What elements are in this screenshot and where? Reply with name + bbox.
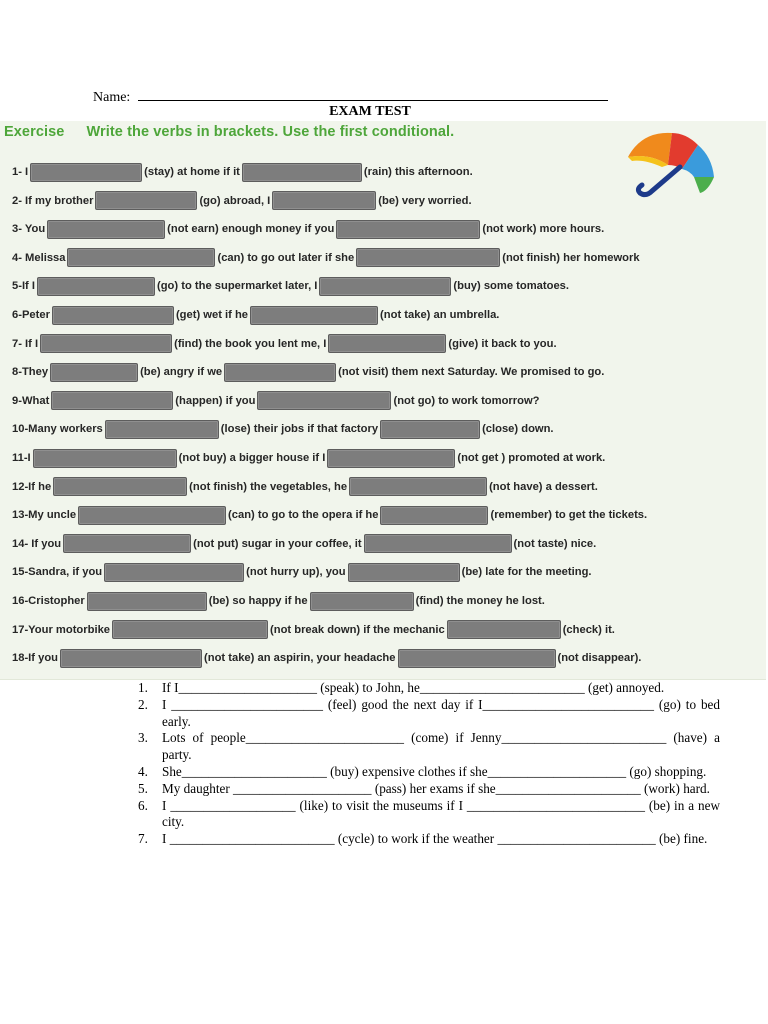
exercise-item-text: (buy) some tomatoes. — [453, 280, 570, 293]
answer-box[interactable] — [33, 449, 177, 468]
exercise-item-text: (rain) this afternoon. — [363, 166, 473, 179]
exercise-item-text: (find) the money he lost. — [415, 595, 545, 608]
exercise-item-text: 4- Melissa — [12, 251, 66, 264]
answer-box[interactable] — [78, 506, 226, 525]
answer-box[interactable] — [310, 592, 414, 611]
exercise-item-text: 13-My uncle — [12, 509, 77, 522]
answer-box[interactable] — [348, 563, 460, 582]
answer-box[interactable] — [380, 506, 488, 525]
list-item — [138, 780, 720, 798]
exercise-item-text: 7- If I — [12, 337, 39, 350]
exercise-item-text: (give) it back to you. — [448, 337, 557, 350]
exercise-item-text: 1- I — [12, 166, 29, 179]
answer-box[interactable] — [30, 163, 142, 182]
answer-box[interactable] — [63, 534, 191, 553]
answer-box[interactable] — [60, 649, 202, 668]
name-blank-line[interactable] — [138, 88, 608, 101]
exercise-item — [12, 561, 592, 583]
answer-box[interactable] — [37, 277, 155, 296]
exercise-item-text: (not have) a dessert. — [489, 480, 598, 493]
exercise-item-text: (not disappear). — [557, 652, 642, 665]
answer-box[interactable] — [224, 363, 336, 382]
answer-box[interactable] — [398, 649, 556, 668]
answer-box[interactable] — [272, 191, 376, 210]
list-item-number: 6. — [138, 797, 148, 813]
exercise-item — [12, 247, 640, 269]
exercise-item-text: 6-Peter — [12, 309, 50, 322]
list-item-number: 7. — [138, 831, 148, 847]
exercise-item-text: (not put) sugar in your coffee, it — [193, 537, 362, 550]
answer-box[interactable] — [356, 248, 500, 267]
exercise-item-text: (not visit) them next Saturday. We promised to go. — [338, 366, 605, 379]
exercise-item-text: (not buy) a bigger house if I — [178, 452, 326, 465]
list-item-text: I ___________________ (like) to visit the museums if I ___________________________ (be) in a new city. — [162, 797, 720, 830]
list-item-text: I _______________________ (feel) good the next day if I__________________________ (go) to bed early. — [162, 696, 720, 729]
exercise-item-text: (be) angry if we — [140, 366, 223, 379]
answer-box[interactable] — [250, 306, 378, 325]
exercise-item — [12, 361, 604, 383]
exercise-item — [12, 190, 472, 212]
list-item-text: She______________________ (buy) expensive clothes if she_____________________ (go) shopping. — [162, 763, 707, 779]
answer-box[interactable] — [349, 477, 487, 496]
exercise-item-text: 16-Cristopher — [12, 595, 85, 608]
exercise-item-text: 2- If my brother — [12, 194, 94, 207]
answer-box[interactable] — [87, 592, 207, 611]
umbrella-icon — [622, 127, 722, 203]
exercise-item-text: 18-If you — [12, 652, 59, 665]
list-item-text: My daughter _____________________ (pass) her exams if she______________________ (work) hard. — [162, 780, 710, 796]
answer-box[interactable] — [51, 391, 173, 410]
exercise-item-text: (not go) to work tomorrow? — [393, 394, 540, 407]
exercise-item — [12, 504, 647, 526]
name-label: Name: — [93, 90, 134, 105]
exercise-item-text: (be) so happy if he — [208, 595, 308, 608]
exercise-heading — [4, 124, 454, 140]
exercise-item — [12, 333, 557, 355]
worksheet-image — [0, 121, 766, 680]
answer-box[interactable] — [364, 534, 512, 553]
answer-box[interactable] — [242, 163, 362, 182]
answer-box[interactable] — [336, 220, 480, 239]
exercise-item-text: (can) to go out later if she — [217, 251, 355, 264]
page-title: EXAM TEST — [329, 104, 411, 119]
exercise-item-text: 5-If I — [12, 280, 35, 293]
list-item — [138, 730, 720, 764]
exercise-item — [12, 476, 598, 498]
exercise-item-text: (get) wet if he — [175, 309, 249, 322]
answer-box[interactable] — [95, 191, 197, 210]
exercise-item-text: 11-I — [12, 452, 31, 465]
exercise-item-text: 8-They — [12, 366, 49, 379]
exercise-item-text: (not finish) the vegetables, he — [189, 480, 348, 493]
exercise-item — [12, 275, 569, 297]
list-item-text: Lots of people________________________ (come) if Jenny_________________________ (have) a party. — [162, 730, 720, 763]
answer-box[interactable] — [112, 620, 268, 639]
list-item — [138, 680, 720, 697]
answer-box[interactable] — [380, 420, 480, 439]
list-item — [138, 763, 720, 781]
exercise-list — [138, 680, 720, 848]
exercise-item-text: (not work) more hours. — [482, 223, 605, 236]
exercise-item-text: (be) late for the meeting. — [461, 566, 592, 579]
exercise-item-text: (not take) an aspirin, your headache — [204, 652, 396, 665]
answer-box[interactable] — [327, 449, 455, 468]
exercise-item — [12, 390, 540, 412]
exercise-item-text: (not earn) enough money if you — [167, 223, 335, 236]
exercise-item-text: (be) very worried. — [378, 194, 472, 207]
exercise-item — [12, 619, 615, 641]
list-item-text: I _________________________ (cycle) to work if the weather ________________________ (be) fine. — [162, 831, 708, 847]
exercise-item-text: (stay) at home if it — [144, 166, 240, 179]
exercise-item-text: 9-What — [12, 394, 50, 407]
exercise-item — [12, 447, 605, 469]
exercise-item — [12, 161, 473, 183]
exercise-item-text: (go) to the supermarket later, I — [157, 280, 318, 293]
exercise-item-text: 12-If he — [12, 480, 52, 493]
exercise-item-text: 15-Sandra, if you — [12, 566, 103, 579]
exercise-item — [12, 647, 641, 669]
exercise-item-text: (not get ) promoted at work. — [457, 452, 606, 465]
list-item-number: 4. — [138, 763, 148, 779]
answer-box[interactable] — [53, 477, 187, 496]
answer-box[interactable] — [47, 220, 165, 239]
exercise-item — [12, 218, 604, 240]
answer-box[interactable] — [67, 248, 215, 267]
exercise-item-text: (check) it. — [562, 623, 615, 636]
exercise-item-text: (not take) an umbrella. — [380, 309, 500, 322]
answer-box[interactable] — [50, 363, 138, 382]
list-item — [138, 831, 720, 848]
list-item-number: 5. — [138, 780, 148, 796]
exercise-item-text: (not break down) if the mechanic — [270, 623, 445, 636]
exercise-item-text: 10-Many workers — [12, 423, 103, 436]
answer-box[interactable] — [328, 334, 446, 353]
answer-box[interactable] — [105, 420, 219, 439]
exercise-item-text: (happen) if you — [175, 394, 256, 407]
list-item — [138, 797, 720, 832]
answer-box[interactable] — [447, 620, 561, 639]
answer-box[interactable] — [319, 277, 451, 296]
exercise-item-text: (find) the book you lent me, I — [174, 337, 327, 350]
exercise-item-text: 14- If you — [12, 537, 62, 550]
exercise-item-text: (not taste) nice. — [513, 537, 597, 550]
exercise-instruction: Write the verbs in brackets. Use the first conditional. — [86, 124, 455, 140]
list-item-number: 1. — [138, 680, 148, 695]
exercise-item-text: (lose) their jobs if that factory — [220, 423, 379, 436]
list-item-number: 2. — [138, 696, 148, 712]
answer-box[interactable] — [104, 563, 244, 582]
exercise-item-text: 17-Your motorbike — [12, 623, 111, 636]
exercise-item-text: (can) to go to the opera if he — [228, 509, 379, 522]
exercise-item-text: (go) abroad, I — [199, 194, 271, 207]
answer-box[interactable] — [40, 334, 172, 353]
exercise-item — [12, 304, 499, 326]
exercise-item-text: (close) down. — [482, 423, 554, 436]
exercise-item-text: 3- You — [12, 223, 46, 236]
list-item — [138, 696, 720, 731]
list-item-number: 3. — [138, 730, 148, 746]
exercise-item-text: (not finish) her homework — [502, 251, 640, 264]
exercise-label: Exercise — [4, 124, 65, 140]
exercise-item — [12, 533, 596, 555]
exercise-item-text: (not hurry up), you — [246, 566, 346, 579]
exercise-item-text: (remember) to get the tickets. — [490, 509, 648, 522]
list-item-text: If I_____________________ (speak) to John, he_________________________ (get) annoyed. — [162, 680, 665, 695]
exercise-item — [12, 590, 545, 612]
exercise-item — [12, 418, 554, 440]
answer-box[interactable] — [52, 306, 174, 325]
answer-box[interactable] — [257, 391, 391, 410]
